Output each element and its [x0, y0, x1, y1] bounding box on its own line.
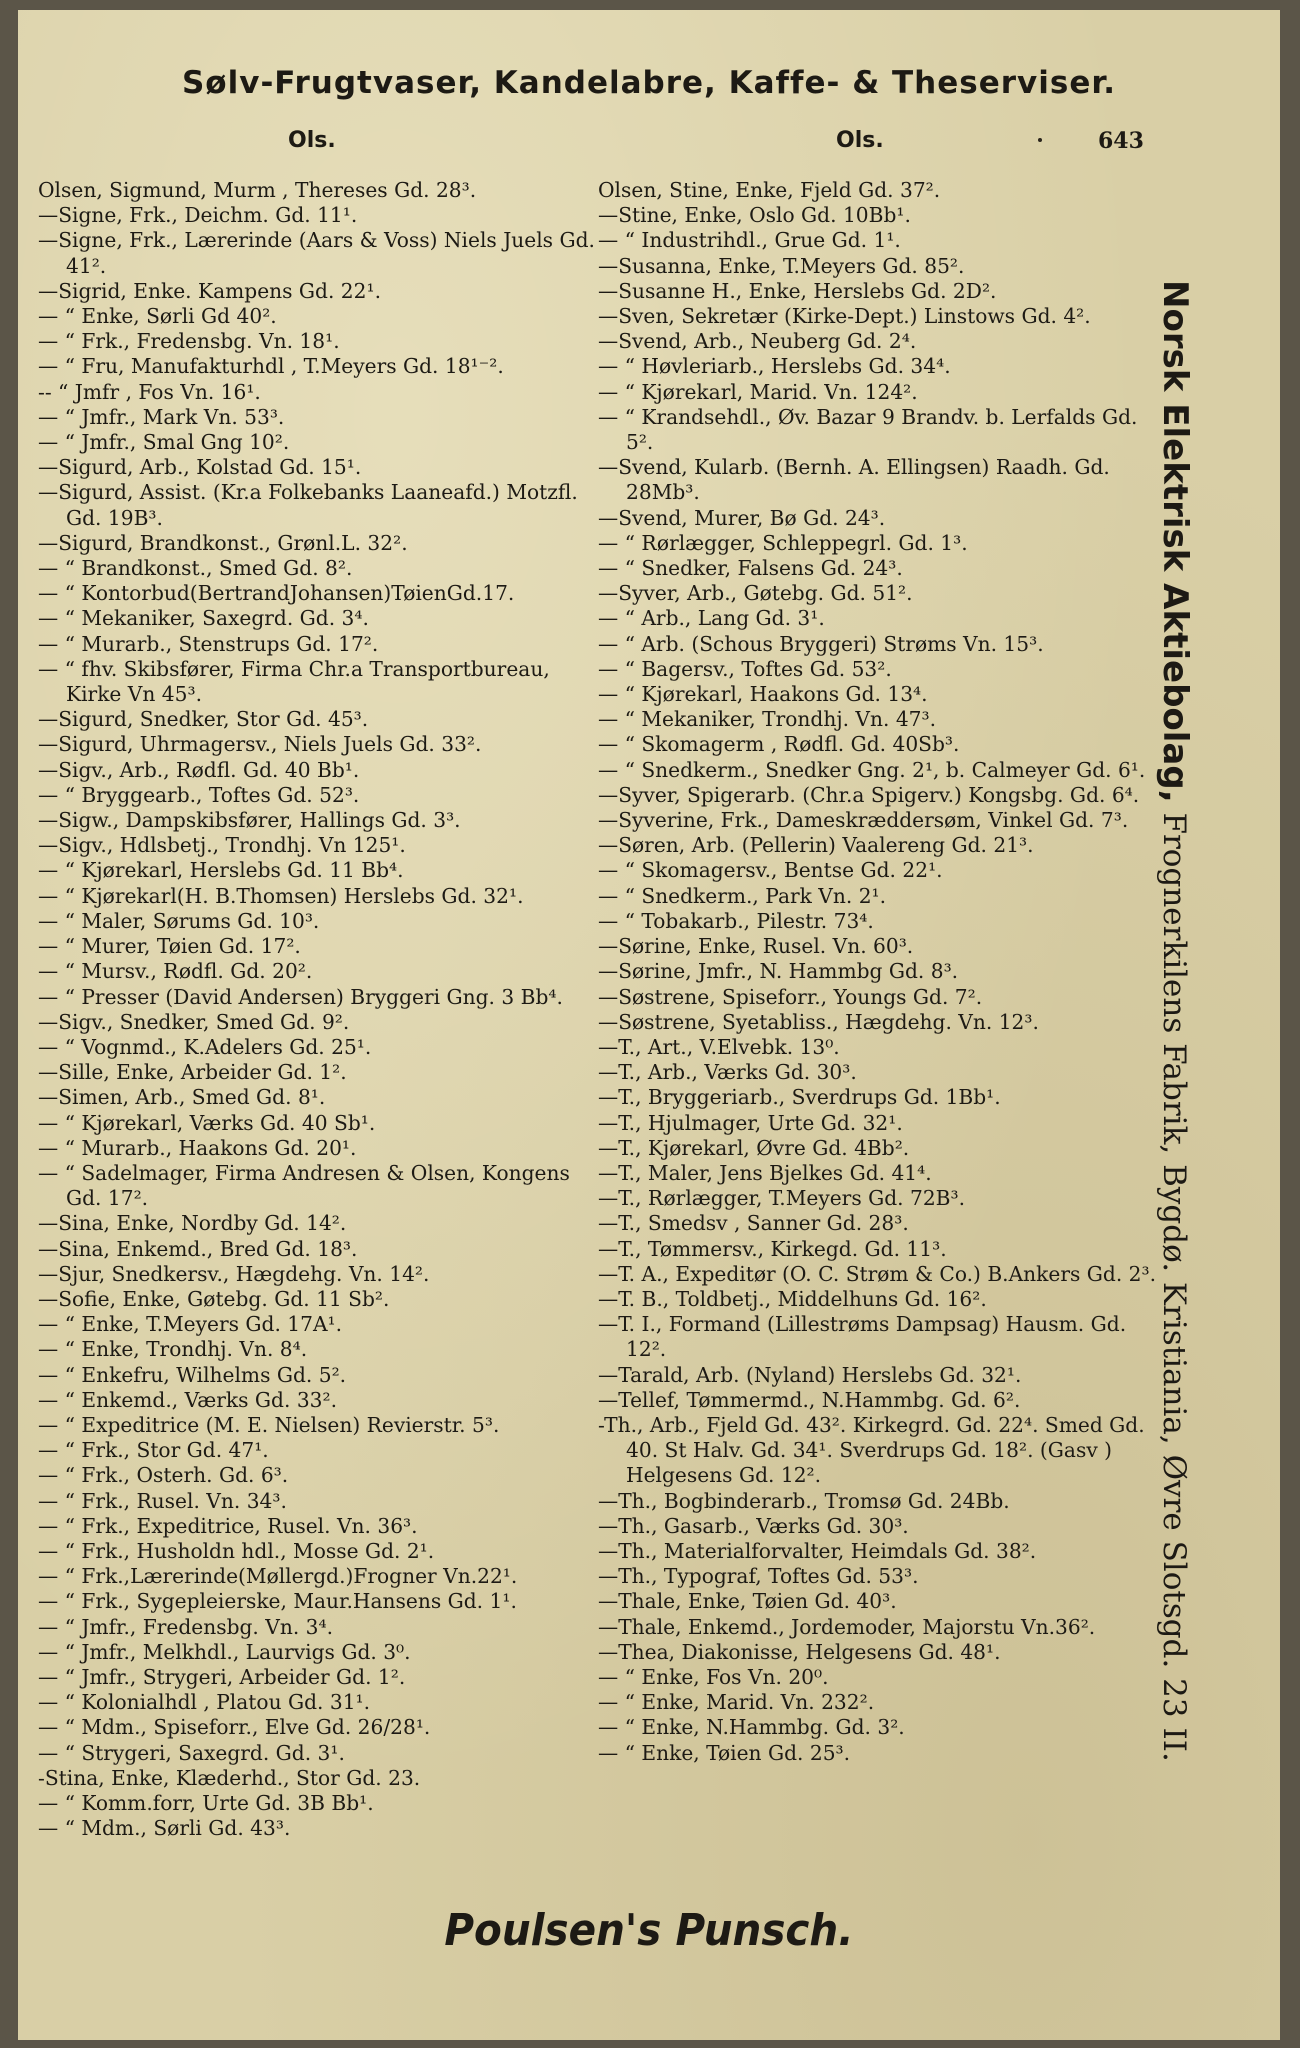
directory-entry: — “ Skomagersv., Bentse Gd. 22¹. — [598, 858, 943, 883]
directory-entry: —Sigw., Dampskibsfører, Hallings Gd. 3³. — [38, 808, 461, 833]
directory-entry: —T., Art., V.Elvebk. 13⁰. — [598, 1034, 840, 1059]
side-ad-company: Norsk Elektrisk Aktiebolag, — [1155, 280, 1195, 803]
directory-entry: —Sørine, Enke, Rusel. Vn. 60³. — [598, 934, 914, 959]
directory-entry: —Th., Gasarb., Værks Gd. 30³. — [598, 1513, 909, 1538]
directory-entry: — “ Kjørekarl, Haakons Gd. 13⁴. — [598, 682, 928, 707]
directory-entry: —Thale, Enke, Tøien Gd. 40³. — [598, 1589, 897, 1614]
directory-entry: — “ Enkefru, Wilhelms Gd. 5². — [38, 1362, 347, 1387]
directory-entry: — “ Mekaniker, Trondhj. Vn. 47³. — [598, 707, 937, 732]
directory-entry: —Th., Materialforvalter, Heimdals Gd. 38². — [598, 1538, 1037, 1563]
directory-entry: — “ Enke, Marid. Vn. 232². — [598, 1690, 875, 1715]
directory-entry: —Sigv., Snedker, Smed Gd. 9². — [38, 1009, 350, 1034]
right-column — [598, 178, 1168, 1766]
directory-entry: — “ Mursv., Rødfl. Gd. 20². — [38, 959, 313, 984]
directory-entry: — “ Brandkonst., Smed Gd. 8². — [38, 556, 353, 581]
directory-entry: —Svend, Kularb. (Bernh. A. Ellingsen) Raadh. Gd. 28Mb³. — [598, 455, 1110, 505]
directory-entry: —T., Rørlægger, T.Meyers Gd. 72B³. — [598, 1186, 966, 1211]
directory-entry: — “ Jmfr., Mark Vn. 53³. — [38, 404, 285, 429]
directory-entry: — “ Kontorbud(BertrandJohansen)TøienGd.17. — [38, 581, 515, 606]
directory-entry: —T., Smedsv , Sanner Gd. 28³. — [598, 1211, 909, 1236]
directory-entry: — “ Bagersv., Toftes Gd. 53². — [598, 656, 892, 681]
directory-entry: — “ Kolonialhdl , Platou Gd. 31¹. — [38, 1690, 371, 1715]
directory-entry: — “ Snedkerm., Park Vn. 2¹. — [598, 883, 887, 908]
directory-entry: — “ Mdm., Sørli Gd. 43³. — [38, 1816, 291, 1841]
directory-entry: —Tellef, Tømmermd., N.Hammbg. Gd. 6². — [598, 1387, 1021, 1412]
directory-entry: — “ Mdm., Spiseforr., Elve Gd. 26/28¹. — [38, 1715, 431, 1740]
directory-entry: —T., Hjulmager, Urte Gd. 32¹. — [598, 1110, 903, 1135]
directory-entry: — “ Kjørekarl, Herslebs Gd. 11 Bb⁴. — [38, 858, 404, 883]
directory-entry: -Stina, Enke, Klæderhd., Stor Gd. 23. — [38, 1765, 421, 1790]
ink-dot — [1038, 138, 1042, 142]
directory-entry: —Syverine, Frk., Dameskræddersøm, Vinkel Gd. 7³. — [598, 808, 1129, 833]
directory-entry: — “ Kjørekarl(H. B.Thomsen) Herslebs Gd. 32¹. — [38, 883, 524, 908]
directory-entry: —Sina, Enkemd., Bred Gd. 18³. — [38, 1236, 358, 1261]
side-advertisement — [1143, 280, 1213, 1920]
directory-entry: — “ Enke, N.Hammbg. Gd. 3². — [598, 1715, 905, 1740]
directory-entry: — “ Murarb., Stenstrups Gd. 17². — [38, 631, 379, 656]
directory-entry: — “ Enkemd., Værks Gd. 33². — [38, 1387, 338, 1412]
directory-entry: — “ Kjørekarl, Marid. Vn. 124². — [598, 379, 918, 404]
directory-entry: Olsen, Sigmund, Murm , Thereses Gd. 28³. — [38, 178, 477, 202]
directory-entry: — “ Frk., Osterh. Gd. 6³. — [38, 1463, 289, 1488]
directory-entry: —T., Kjørekarl, Øvre Gd. 4Bb². — [598, 1135, 910, 1160]
directory-entry: —T., Arb., Værks Gd. 30³. — [598, 1060, 857, 1085]
top-advertisement: Sølv-Frugtvaser, Kandelabre, Kaffe- & Theserviser. — [181, 65, 1116, 101]
directory-entry: — “ Presser (David Andersen) Bryggeri Gng. 3 Bb⁴. — [38, 984, 563, 1009]
directory-entry: —Signe, Frk., Deichm. Gd. 11¹. — [38, 203, 358, 228]
directory-entry: —Sigurd, Assist. (Kr.a Folkebanks Laaneafd.) Motzfl. Gd. 19B³. — [38, 480, 578, 530]
directory-entry: — “ Frk., Sygepleierske, Maur.Hansens Gd. 1¹. — [38, 1589, 517, 1614]
directory-entry: Olsen, Stine, Enke, Fjeld Gd. 37². — [598, 178, 941, 202]
directory-entry: — “ Enke, T.Meyers Gd. 17A¹. — [38, 1312, 343, 1337]
directory-entry: — “ Enke, Tøien Gd. 25³. — [598, 1740, 851, 1765]
directory-entry: —Sigurd, Brandkonst., Grønl.L. 32². — [38, 530, 408, 555]
directory-page — [18, 10, 1280, 2040]
directory-entry: —Svend, Murer, Bø Gd. 24³. — [598, 505, 886, 530]
directory-entry: —T. I., Formand (Lillestrøms Dampsag) Hausm. Gd. 12². — [598, 1312, 1127, 1362]
directory-entry: — “ Vognmd., K.Adelers Gd. 25¹. — [38, 1034, 372, 1059]
directory-entry: —Sigrid, Enke. Kampens Gd. 22¹. — [38, 278, 382, 303]
directory-entry: — “ Frk., Expeditrice, Rusel. Vn. 36³. — [38, 1513, 418, 1538]
directory-entry: —Sille, Enke, Arbeider Gd. 1². — [38, 1060, 347, 1085]
directory-entry: —T., Maler, Jens Bjelkes Gd. 41⁴. — [598, 1160, 932, 1185]
directory-entry: — “ Arb., Lang Gd. 3¹. — [598, 606, 825, 631]
directory-entry: —Sigv., Hdlsbetj., Trondhj. Vn 125¹. — [38, 833, 406, 858]
directory-entry: —Søren, Arb. (Pellerin) Vaalereng Gd. 21³. — [598, 833, 1034, 858]
directory-entry: — “ Snedkerm., Snedker Gng. 2¹, b. Calmeyer Gd. 6¹. — [598, 757, 1146, 782]
directory-entry: — “ Tobakarb., Pilestr. 73⁴. — [598, 908, 874, 933]
directory-entry: — “ Frk., Rusel. Vn. 34³. — [38, 1488, 287, 1513]
directory-entry: —Syver, Spigerarb. (Chr.a Spigerv.) Kongsbg. Gd. 6⁴. — [598, 782, 1140, 807]
directory-entry: -Th., Arb., Fjeld Gd. 43². Kirkegrd. Gd. 22⁴. Smed Gd. 40. St Halv. Gd. 34¹. Sverdrups Gd. 18². (Gasv ) Helgesens Gd. 12². — [598, 1412, 1145, 1488]
directory-entry: —Sven, Sekretær (Kirke-Dept.) Linstows Gd. 4². — [598, 304, 1091, 329]
directory-entry: —T., Tømmersv., Kirkegd. Gd. 11³. — [598, 1236, 947, 1261]
directory-entry: — “ Expeditrice (M. E. Nielsen) Revierstr. 5³. — [38, 1412, 500, 1437]
directory-entry: — “ Sadelmager, Firma Andresen & Olsen, Kongens Gd. 17². — [38, 1160, 570, 1211]
directory-entry: —Susanna, Enke, T.Meyers Gd. 85². — [598, 253, 965, 278]
directory-entry: —Tarald, Arb. (Nyland) Herslebs Gd. 32¹. — [598, 1362, 1022, 1387]
directory-entry: — “ Strygeri, Saxegrd. Gd. 3¹. — [38, 1740, 345, 1765]
directory-entry: — “ Frk., Stor Gd. 47¹. — [38, 1438, 269, 1463]
directory-entry: — “ fhv. Skibsfører, Firma Chr.a Transportbureau, Kirke Vn 45³. — [38, 656, 550, 707]
page-number: 643 — [1098, 128, 1144, 154]
directory-entry: —Søstrene, Spiseforr., Youngs Gd. 7². — [598, 984, 983, 1009]
directory-entry: — “ Jmfr., Strygeri, Arbeider Gd. 1². — [38, 1664, 406, 1689]
directory-entry: — “ Fru, Manufakturhdl , T.Meyers Gd. 18¹⁻². — [38, 354, 504, 379]
directory-entry: —Sigurd, Uhrmagersv., Niels Juels Gd. 33². — [38, 732, 482, 757]
directory-entry: —Sofie, Enke, Gøtebg. Gd. 11 Sb². — [38, 1286, 390, 1311]
directory-entry: — “ Enke, Fos Vn. 20⁰. — [598, 1664, 829, 1689]
directory-entry: —Sjur, Snedkersv., Hægdehg. Vn. 14². — [38, 1261, 430, 1286]
directory-entry: — “ Krandsehdl., Øv. Bazar 9 Brandv. b. Lerfalds Gd. 5². — [598, 404, 1138, 455]
running-head-right: Ols. — [836, 128, 884, 153]
directory-entry: — “ Murer, Tøien Gd. 17². — [38, 934, 301, 959]
directory-entry: —Stine, Enke, Oslo Gd. 10Bb¹. — [598, 203, 911, 228]
directory-entry: — “ Mekaniker, Saxegrd. Gd. 3⁴. — [38, 606, 369, 631]
directory-entry: —Syver, Arb., Gøtebg. Gd. 51². — [598, 581, 913, 606]
directory-entry: —Susanne H., Enke, Herslebs Gd. 2D². — [598, 278, 997, 303]
directory-entry: -- “ Jmfr , Fos Vn. 16¹. — [38, 379, 261, 404]
directory-entry: —Th., Typograf, Toftes Gd. 53³. — [598, 1564, 919, 1589]
bottom-advertisement: Poulsen's Punsch. — [444, 1905, 854, 1956]
directory-entry: —T. B., Toldbetj., Middelhuns Gd. 16². — [598, 1286, 987, 1311]
directory-entry: —Simen, Arb., Smed Gd. 8¹. — [38, 1085, 326, 1110]
running-head-left: Ols. — [288, 128, 336, 153]
directory-entry: —Th., Bogbinderarb., Tromsø Gd. 24Bb. — [598, 1488, 1010, 1513]
directory-entry: — “ Enke, Trondhj. Vn. 8⁴. — [38, 1337, 308, 1362]
directory-entry: —Thale, Enkemd., Jordemoder, Majorstu Vn.36². — [598, 1614, 1096, 1639]
directory-entry: —Sigurd, Arb., Kolstad Gd. 15¹. — [38, 455, 362, 480]
directory-entry: — “ Frk.,Lærerinde(Møllergd.)Frogner Vn.22¹. — [38, 1564, 518, 1589]
directory-entry: — “ Kjørekarl, Værks Gd. 40 Sb¹. — [38, 1110, 376, 1135]
directory-entry: — “ Jmfr., Melkhdl., Laurvigs Gd. 3⁰. — [38, 1639, 411, 1664]
directory-entry: — “ Frk., Husholdn hdl., Mosse Gd. 2¹. — [38, 1538, 435, 1563]
directory-entry: — “ Rørlægger, Schleppegrl. Gd. 1³. — [598, 530, 968, 555]
directory-entry: — “ Maler, Sørums Gd. 10³. — [38, 908, 320, 933]
directory-entry: —T. A., Expeditør (O. C. Strøm & Co.) B.Ankers Gd. 2³. — [598, 1261, 1157, 1286]
directory-entry: —Signe, Frk., Lærerinde (Aars & Voss) Niels Juels Gd. 41². — [38, 228, 595, 278]
directory-entry: — “ Murarb., Haakons Gd. 20¹. — [38, 1135, 357, 1160]
directory-entry: —Sigurd, Snedker, Stor Gd. 45³. — [38, 707, 369, 732]
side-advertisement-text — [1155, 280, 1195, 1762]
directory-entry: —Søstrene, Syetabliss., Hægdehg. Vn. 12³. — [598, 1009, 1039, 1034]
directory-entry: —Sørine, Jmfr., N. Hammbg Gd. 8³. — [598, 959, 959, 984]
directory-entry: —Sina, Enke, Nordby Gd. 14². — [38, 1211, 347, 1236]
directory-entry: — “ Arb. (Schous Bryggeri) Strøms Vn. 15³. — [598, 631, 1044, 656]
left-column — [38, 178, 603, 1841]
directory-entry: —Svend, Arb., Neuberg Gd. 2⁴. — [598, 329, 917, 354]
directory-entry: — “ Skomagerm , Rødfl. Gd. 40Sb³. — [598, 732, 960, 757]
directory-entry: — “ Snedker, Falsens Gd. 24³. — [598, 556, 903, 581]
directory-entry: — “ Frk., Fredensbg. Vn. 18¹. — [38, 329, 340, 354]
directory-entry: — “ Jmfr., Fredensbg. Vn. 3⁴. — [38, 1614, 334, 1639]
directory-entry: — “ Enke, Sørli Gd 40². — [38, 304, 277, 329]
directory-entry: — “ Bryggearb., Toftes Gd. 52³. — [38, 782, 360, 807]
directory-entry: — “ Høvleriarb., Herslebs Gd. 34⁴. — [598, 354, 951, 379]
directory-entry: —Sigv., Arb., Rødfl. Gd. 40 Bb¹. — [38, 757, 360, 782]
side-ad-address: Frognerkilens Fabrik, Bygdø. Kristiania, Øvre Slotsgd. 23 II. — [1156, 802, 1192, 1762]
directory-entry: — “ Komm.forr, Urte Gd. 3B Bb¹. — [38, 1791, 374, 1815]
directory-entry: — “ Industrihdl., Grue Gd. 1¹. — [598, 228, 901, 253]
directory-entry: —Thea, Diakonisse, Helgesens Gd. 48¹. — [598, 1639, 1001, 1664]
directory-entry: — “ Jmfr., Smal Gng 10². — [38, 430, 290, 455]
directory-entry: —T., Bryggeriarb., Sverdrups Gd. 1Bb¹. — [598, 1085, 1001, 1110]
